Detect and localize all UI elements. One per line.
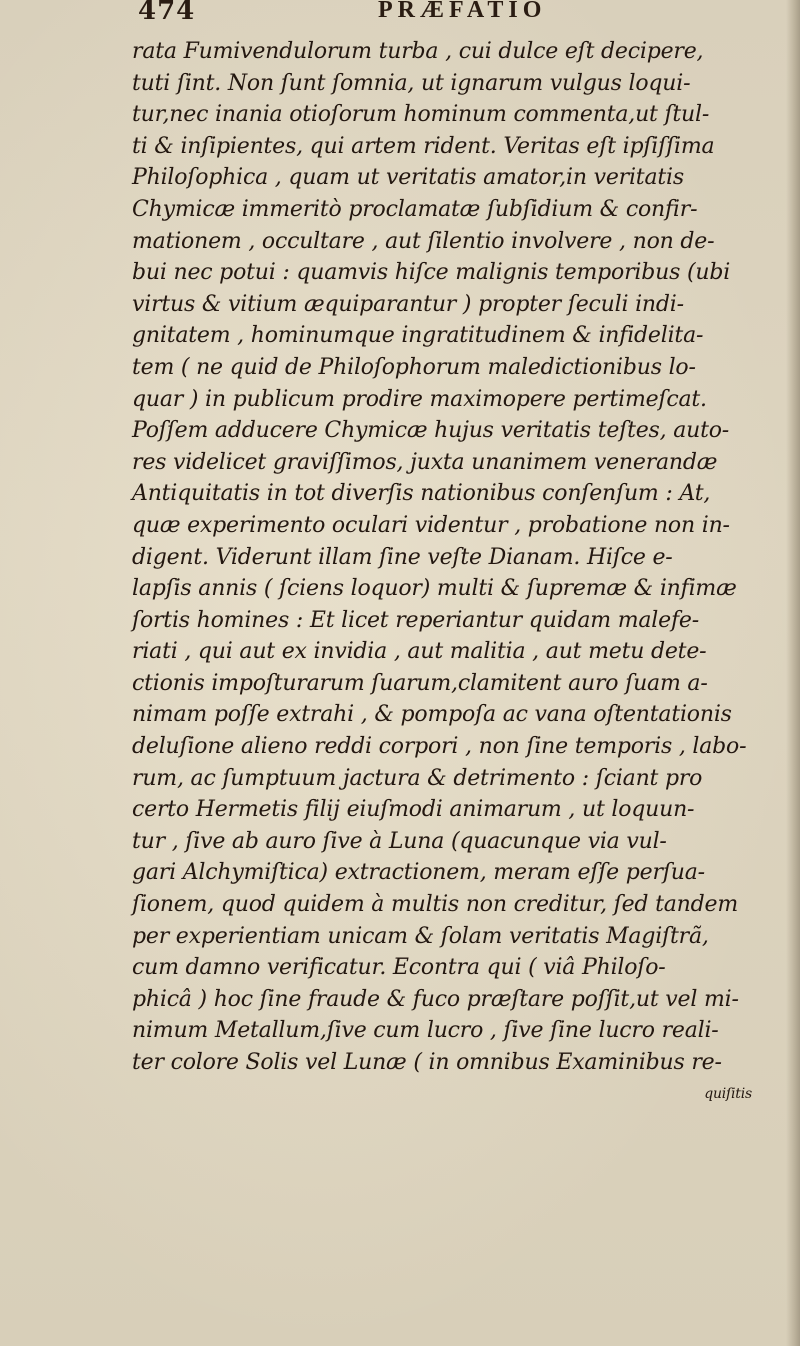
text-line: res videlicet graviſſimos, juxta unanimem venerandæ xyxy=(132,449,718,475)
text-line: mationem , occultare , aut ſilentio involvere , non de- xyxy=(132,228,715,254)
running-head: PRÆFATIO xyxy=(378,0,547,23)
text-line: quæ experimento oculari videntur , probatione non in- xyxy=(132,512,730,538)
text-line: gari Alchymiſtica) extractionem, meram eſſe perſua- xyxy=(132,860,705,886)
text-line: gnitatem , hominumque ingratitudinem & infidelita- xyxy=(132,323,704,349)
text-line: rum, ac ſumptuum jactura & detrimento : ſciant pro xyxy=(132,765,703,791)
text-line: tuti ſint. Non ſunt ſomnia, ut ignarum vulgus loqui- xyxy=(132,70,691,96)
text-line: Philoſophica , quam ut veritatis amator,in veritatis xyxy=(132,165,684,191)
text-line: cum damno verificatur. Econtra qui ( viâ Philoſo- xyxy=(132,955,666,981)
text-line: tem ( ne quid de Philoſophorum maledictionibus lo- xyxy=(132,354,696,380)
text-line: Poſſem adducere Chymicæ hujus veritatis teſtes, auto- xyxy=(132,418,730,444)
body-text xyxy=(132,36,792,1110)
catchword: quiſitis xyxy=(704,1085,752,1102)
text-line: riati , qui aut ex invidia , aut malitia , aut metu dete- xyxy=(132,639,707,665)
text-line: virtus & vitium æquiparantur ) propter ſeculi indi- xyxy=(132,291,684,317)
text-line: phicâ ) hoc ſine fraude & fuco præſtare poſſit,ut vel mi- xyxy=(132,986,739,1012)
text-line: Chymicæ immeritò proclamatæ ſubſidium & confir- xyxy=(132,196,698,222)
text-line: quar ) in publicum prodire maximopere pertimeſcat. xyxy=(132,386,707,412)
text-line: rata Fumivendulorum turba , cui dulce eſt decipere, xyxy=(132,39,704,64)
text-line: lapſis annis ( ſciens loquor) multi & ſupremæ & infimæ xyxy=(132,576,737,602)
text-line: ctionis impoſturarum ſuarum,clamitent auro ſuam a- xyxy=(132,670,708,696)
text-line: nimam poſſe extrahi , & pompoſa ac vana oſtentationis xyxy=(132,702,732,728)
text-line: digent. Viderunt illam ſine veſte Dianam. Hiſce e- xyxy=(132,544,673,570)
text-line: bui nec potui : quamvis hiſce malignis temporibus (ubi xyxy=(132,260,731,286)
text-line: per experientiam unicam & ſolam veritatis Magiſtrã, xyxy=(132,923,709,949)
page-header xyxy=(0,0,800,32)
text-line: tur , ſive ab auro ſive à Luna (quacunque via vul- xyxy=(132,828,667,854)
page-number: 474 xyxy=(138,0,196,26)
text-line: ſortis homines : Et licet reperiantur quidam malefe- xyxy=(132,607,699,633)
text-line: deluſione alieno reddi corpori , non ſine temporis , labo- xyxy=(132,734,747,760)
text-line: nimum Metallum,ſive cum lucro , ſive ſine lucro reali- xyxy=(132,1018,719,1044)
text-line: certo Hermetis filij eiuſmodi animarum , ut loquun- xyxy=(132,797,695,823)
text-line: ſionem, quod quidem à multis non creditur, ſed tandem xyxy=(132,892,738,918)
text-line: ter colore Solis vel Lunæ ( in omnibus Examinibus re- xyxy=(132,1050,722,1075)
text-line: Antiquitatis in tot diverſis nationibus conſenſum : At, xyxy=(132,481,711,507)
text-line: tur,nec inania otioſorum hominum commenta,ut ſtul- xyxy=(132,102,710,128)
text-line: ti & inſipientes, qui artem rident. Veritas eſt ipſiſſima xyxy=(132,133,715,159)
